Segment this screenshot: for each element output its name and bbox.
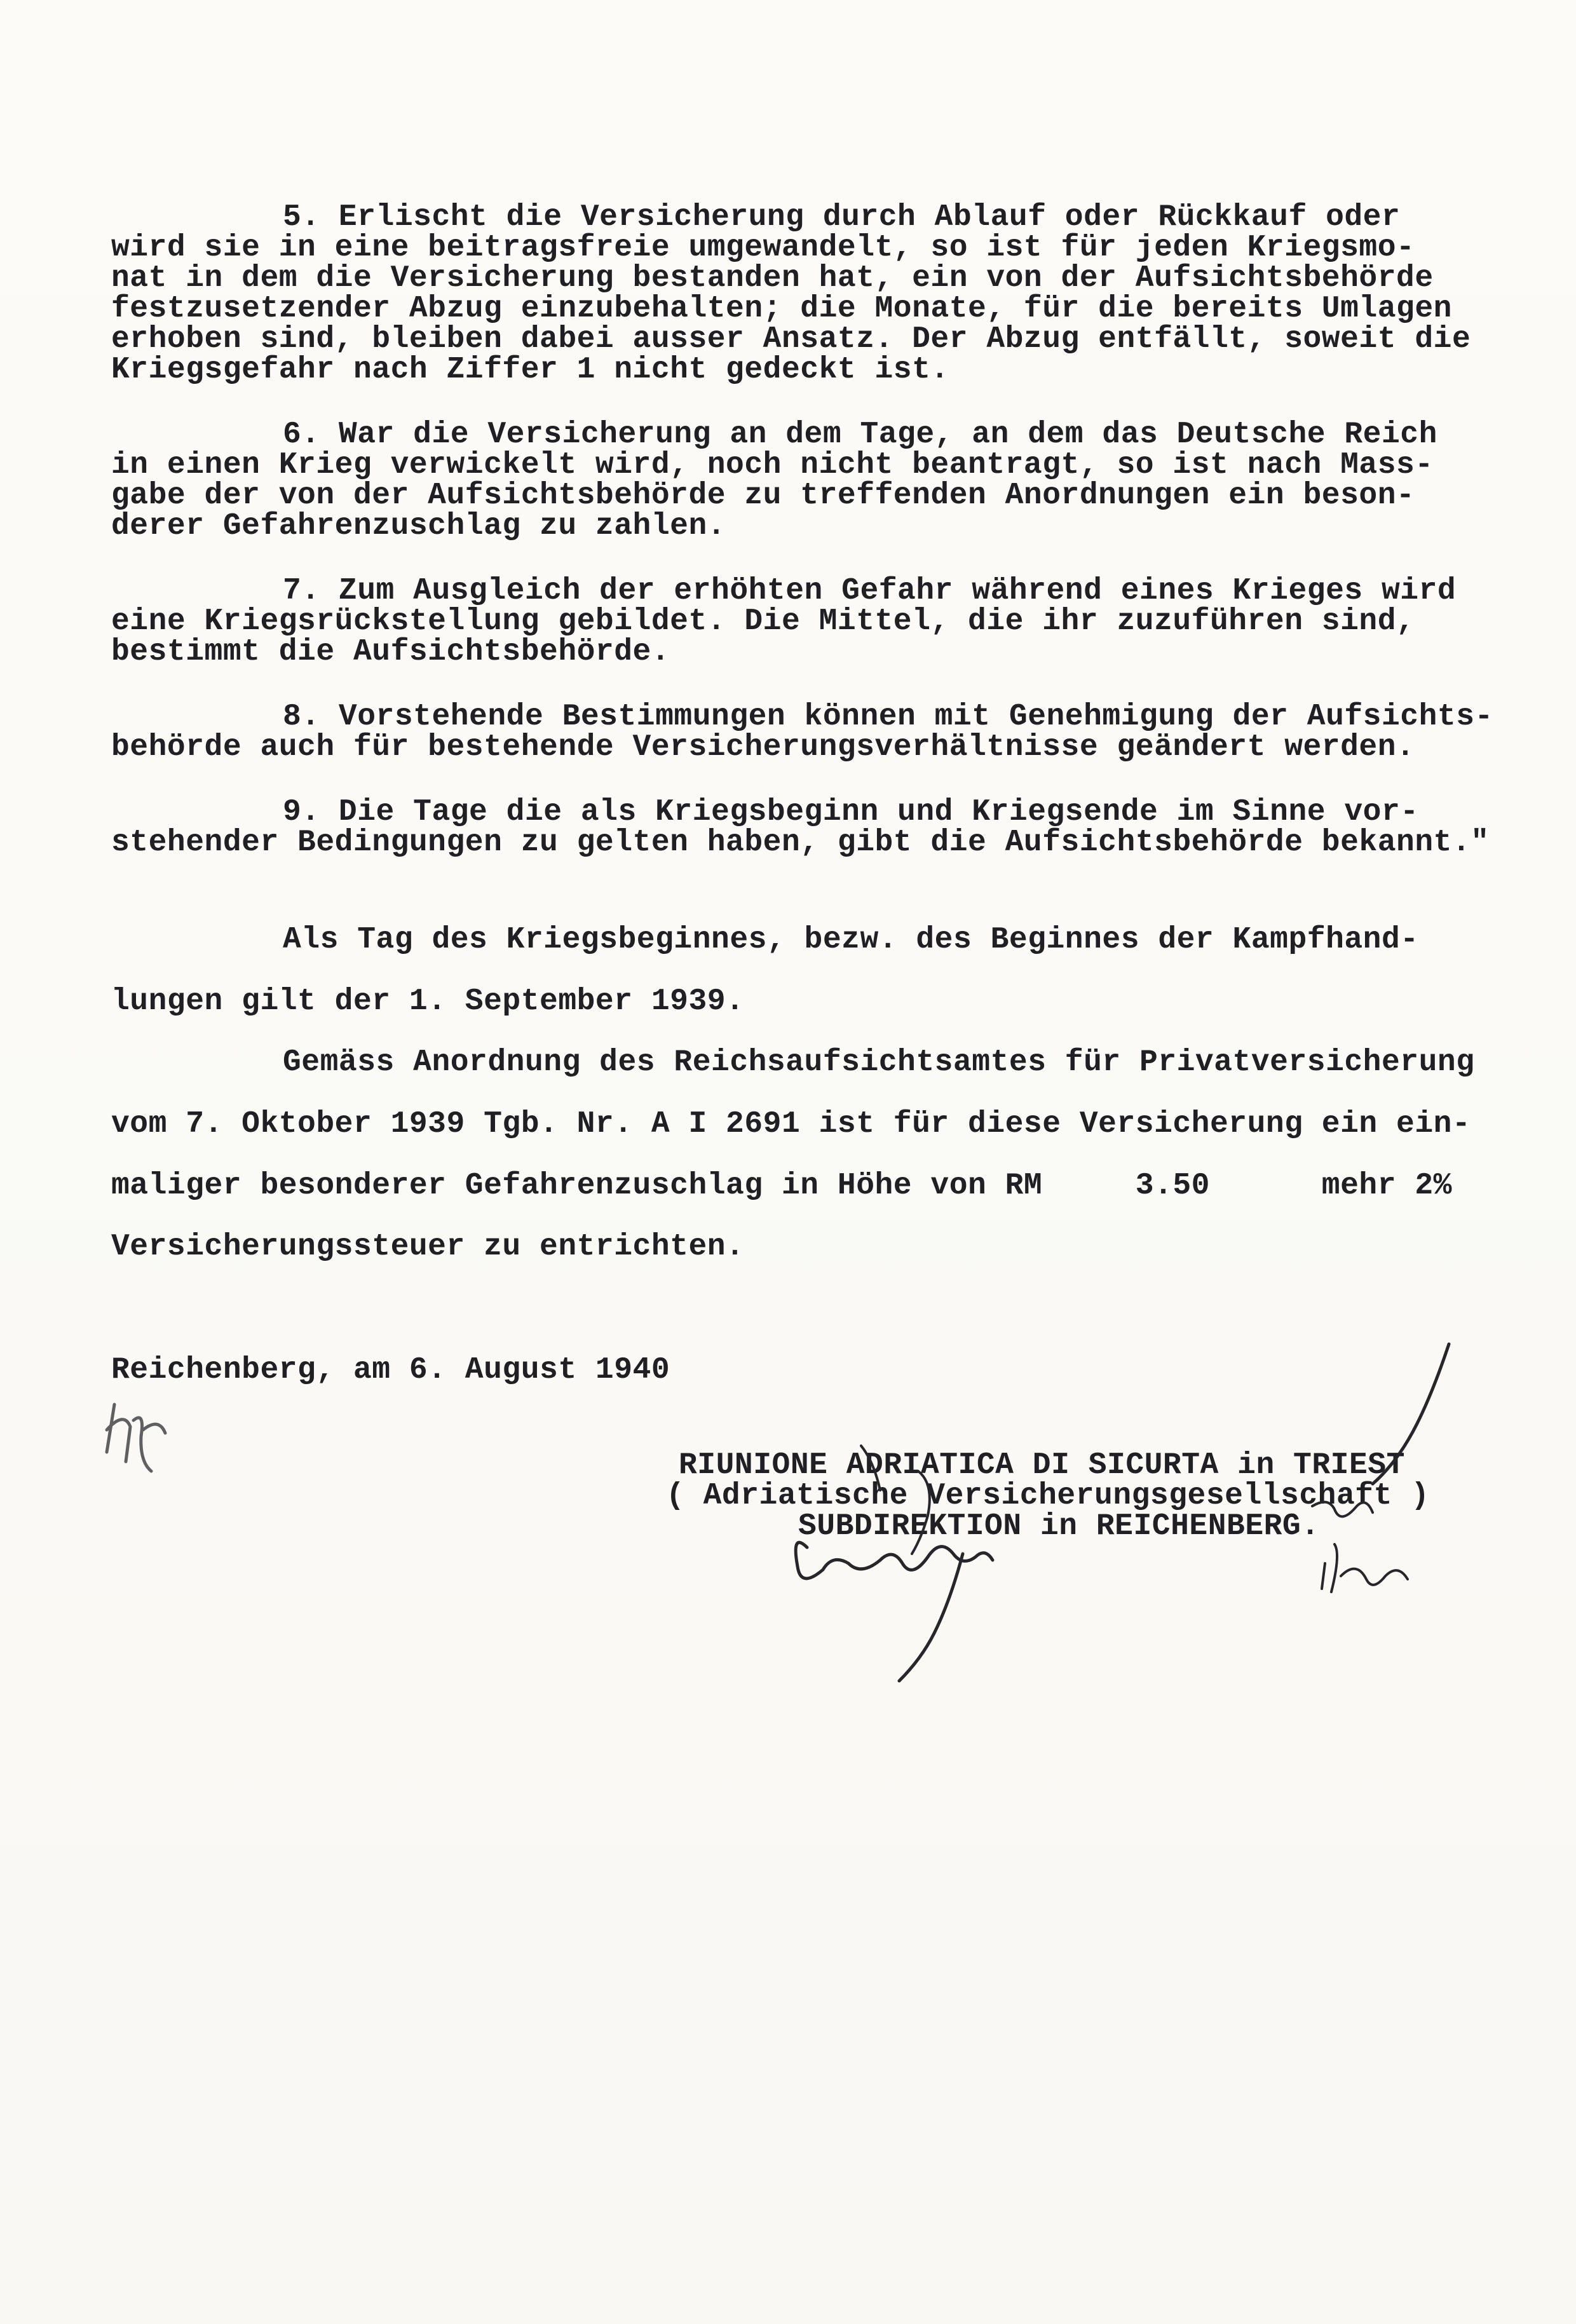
paragraph-11-line-3: maliger besonderer Gefahrenzuschlag in Höhe von RM 3.50 mehr 2%	[111, 1169, 1452, 1203]
paragraph-5-line-5: erhoben sind, bleiben dabei ausser Ansatz. Der Abzug entfällt, soweit die	[111, 322, 1471, 357]
paragraph-5-line-3: nat in dem die Versicherung bestanden hat, ein von der Aufsichtsbehörde	[111, 261, 1434, 296]
paragraph-11-line-4: Versicherungssteuer zu entrichten.	[111, 1230, 745, 1264]
company-name: RIUNIONE ADRIATICA DI SICURTA in TRIEST	[679, 1448, 1405, 1483]
paragraph-6-line-2: in einen Krieg verwickelt wird, noch nicht beantragt, so ist nach Mass-	[111, 448, 1434, 482]
handwritten-initials	[95, 1392, 191, 1487]
paragraph-10-line-1: Als Tag des Kriegsbeginnes, bezw. des Beginnes der Kampfhand-	[283, 923, 1419, 957]
show-through-text	[127, 877, 1240, 906]
paragraph-10-line-2: lungen gilt der 1. September 1939.	[111, 984, 745, 1019]
handwritten-signature	[731, 1335, 1462, 1690]
paragraph-8-line-2: behörde auch für bestehende Versicherungsverhältnisse geändert werden.	[111, 730, 1415, 764]
company-branch: SUBDIREKTION in REICHENBERG.	[798, 1509, 1320, 1544]
paragraph-9-line-1: 9. Die Tage die als Kriegsbeginn und Kriegsende im Sinne vor-	[283, 795, 1419, 829]
paragraph-6-line-4: derer Gefahrenzuschlag zu zahlen.	[111, 509, 726, 543]
paragraph-11-line-1: Gemäss Anordnung des Reichsaufsichtsamtes für Privatversicherung	[283, 1045, 1475, 1080]
paragraph-5-line-1: 5. Erlischt die Versicherung durch Ablauf oder Rückkauf oder	[283, 200, 1401, 234]
company-subtitle: ( Adriatische Versicherungsgesellschaft )	[666, 1479, 1430, 1513]
paragraph-6-line-3: gabe der von der Aufsichtsbehörde zu treffenden Anordnungen ein beson-	[111, 479, 1415, 513]
paragraph-7-line-2: eine Kriegsrückstellung gebildet. Die Mittel, die ihr zuzuführen sind,	[111, 604, 1415, 639]
paragraph-5-line-2: wird sie in eine beitragsfreie umgewandelt, so ist für jeden Kriegsmo-	[111, 231, 1415, 265]
paragraph-6-line-1: 6. War die Versicherung an dem Tage, an dem das Deutsche Reich	[283, 418, 1437, 452]
paragraph-11-line-2: vom 7. Oktober 1939 Tgb. Nr. A I 2691 ist für diese Versicherung ein ein-	[111, 1107, 1471, 1141]
paragraph-9-line-2: stehender Bedingungen zu gelten haben, gibt die Aufsichtsbehörde bekannt."	[111, 826, 1490, 860]
paragraph-5-line-6: Kriegsgefahr nach Ziffer 1 nicht gedeckt ist.	[111, 353, 949, 387]
place-date: Reichenberg, am 6. August 1940	[111, 1353, 670, 1387]
paragraph-7-line-1: 7. Zum Ausgleich der erhöhten Gefahr während eines Krieges wird	[283, 574, 1457, 608]
paragraph-8-line-1: 8. Vorstehende Bestimmungen können mit Genehmigung der Aufsichts-	[283, 700, 1493, 734]
paragraph-7-line-3: bestimmt die Aufsichtsbehörde.	[111, 635, 670, 669]
paragraph-5-line-4: festzusetzender Abzug einzubehalten; die Monate, für die bereits Umlagen	[111, 292, 1452, 326]
